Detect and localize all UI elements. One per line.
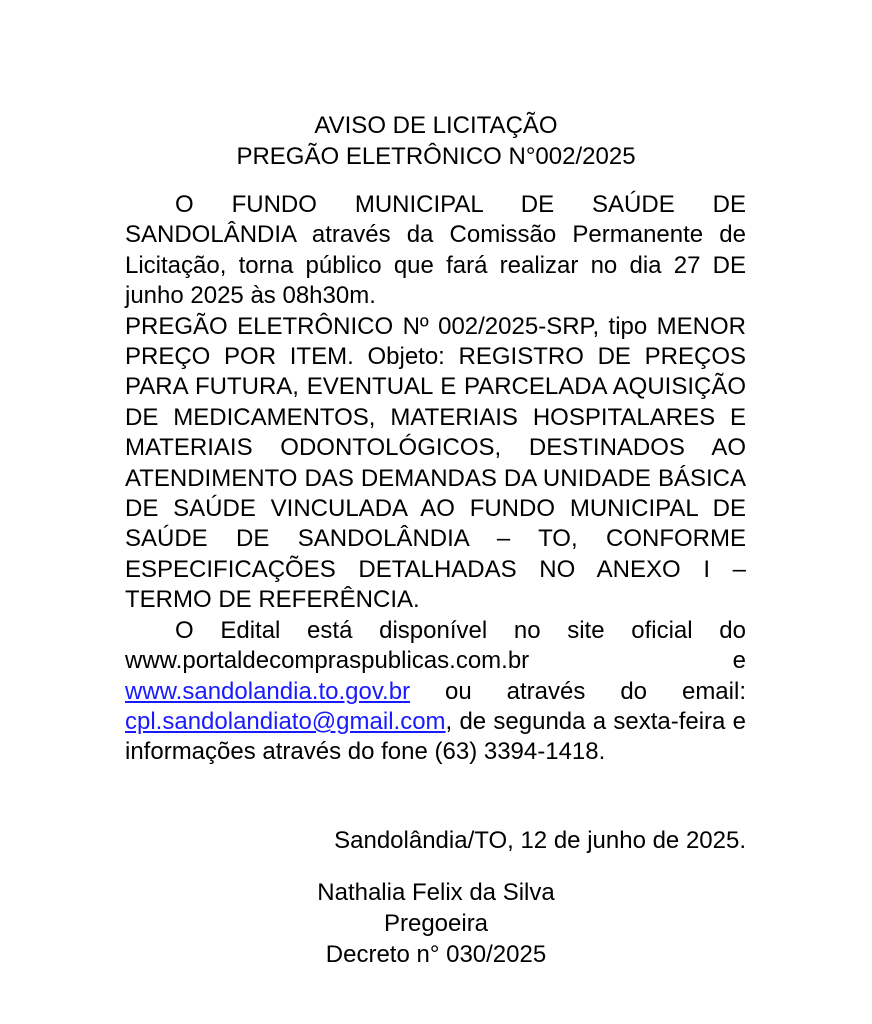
object-paragraph: PREGÃO ELETRÔNICO Nº 002/2025-SRP, tipo MENOR PREÇO POR ITEM. Objeto: REGISTRO DE PREÇOS PARA FUTURA, EVENTUAL E PARCELADA AQUISIÇÃO DE MEDICAMENTOS, MATERIAIS HOSPITALARES E MATERIAIS ODONTOLÓGICOS, DESTINADOS AO ATENDIMENTO DAS DEMANDAS DA UNIDADE BÁSICA DE SAÚDE VINCULADA AO FUNDO MUNICIPAL DE SAÚDE DE SANDOLÂNDIA – TO, CONFORME ESPECIFICAÇÕES DETALHADAS NO ANEXO I – TERMO DE REFERÊNCIA. — [125, 312, 746, 614]
municipal-site-link[interactable]: www.sandolandia.to.gov.br — [125, 677, 411, 705]
signature-block — [250, 877, 622, 970]
notice-subtitle: PREGÃO ELETRÔNICO N°002/2025 — [236, 143, 636, 170]
signatory-name: Nathalia Felix da Silva — [317, 879, 555, 906]
and-text: e — [732, 647, 746, 675]
edital-outro-text: , de segunda a sexta-feira e informações através do fone (63) 3394-1418. — [125, 707, 746, 766]
date-location-line: Sandolândia/TO, 12 de junho de 2025. — [334, 827, 746, 854]
portal-site-text: www.portaldecompraspublicas.com.br — [125, 647, 530, 675]
signatory-role: Pregoeira — [383, 910, 489, 937]
signatory-decree: Decreto n° 030/2025 — [325, 941, 547, 968]
email-link[interactable]: cpl.sandolandiato@gmail.com — [125, 707, 446, 735]
email-intro-text: ou através do email: — [445, 677, 746, 705]
edital-intro-text: O Edital está disponível no site oficial do — [175, 616, 746, 644]
notice-title: AVISO DE LICITAÇÃO — [314, 112, 558, 139]
intro-paragraph: O FUNDO MUNICIPAL DE SAÚDE DE SANDOLÂNDIA através da Comissão Permanente de Licitação, torna público que fará realizar no dia 27 DE junho 2025 às 08h30m. — [125, 191, 746, 310]
notice-body — [125, 190, 746, 768]
edital-paragraph — [125, 616, 746, 768]
notice-heading — [0, 110, 872, 172]
